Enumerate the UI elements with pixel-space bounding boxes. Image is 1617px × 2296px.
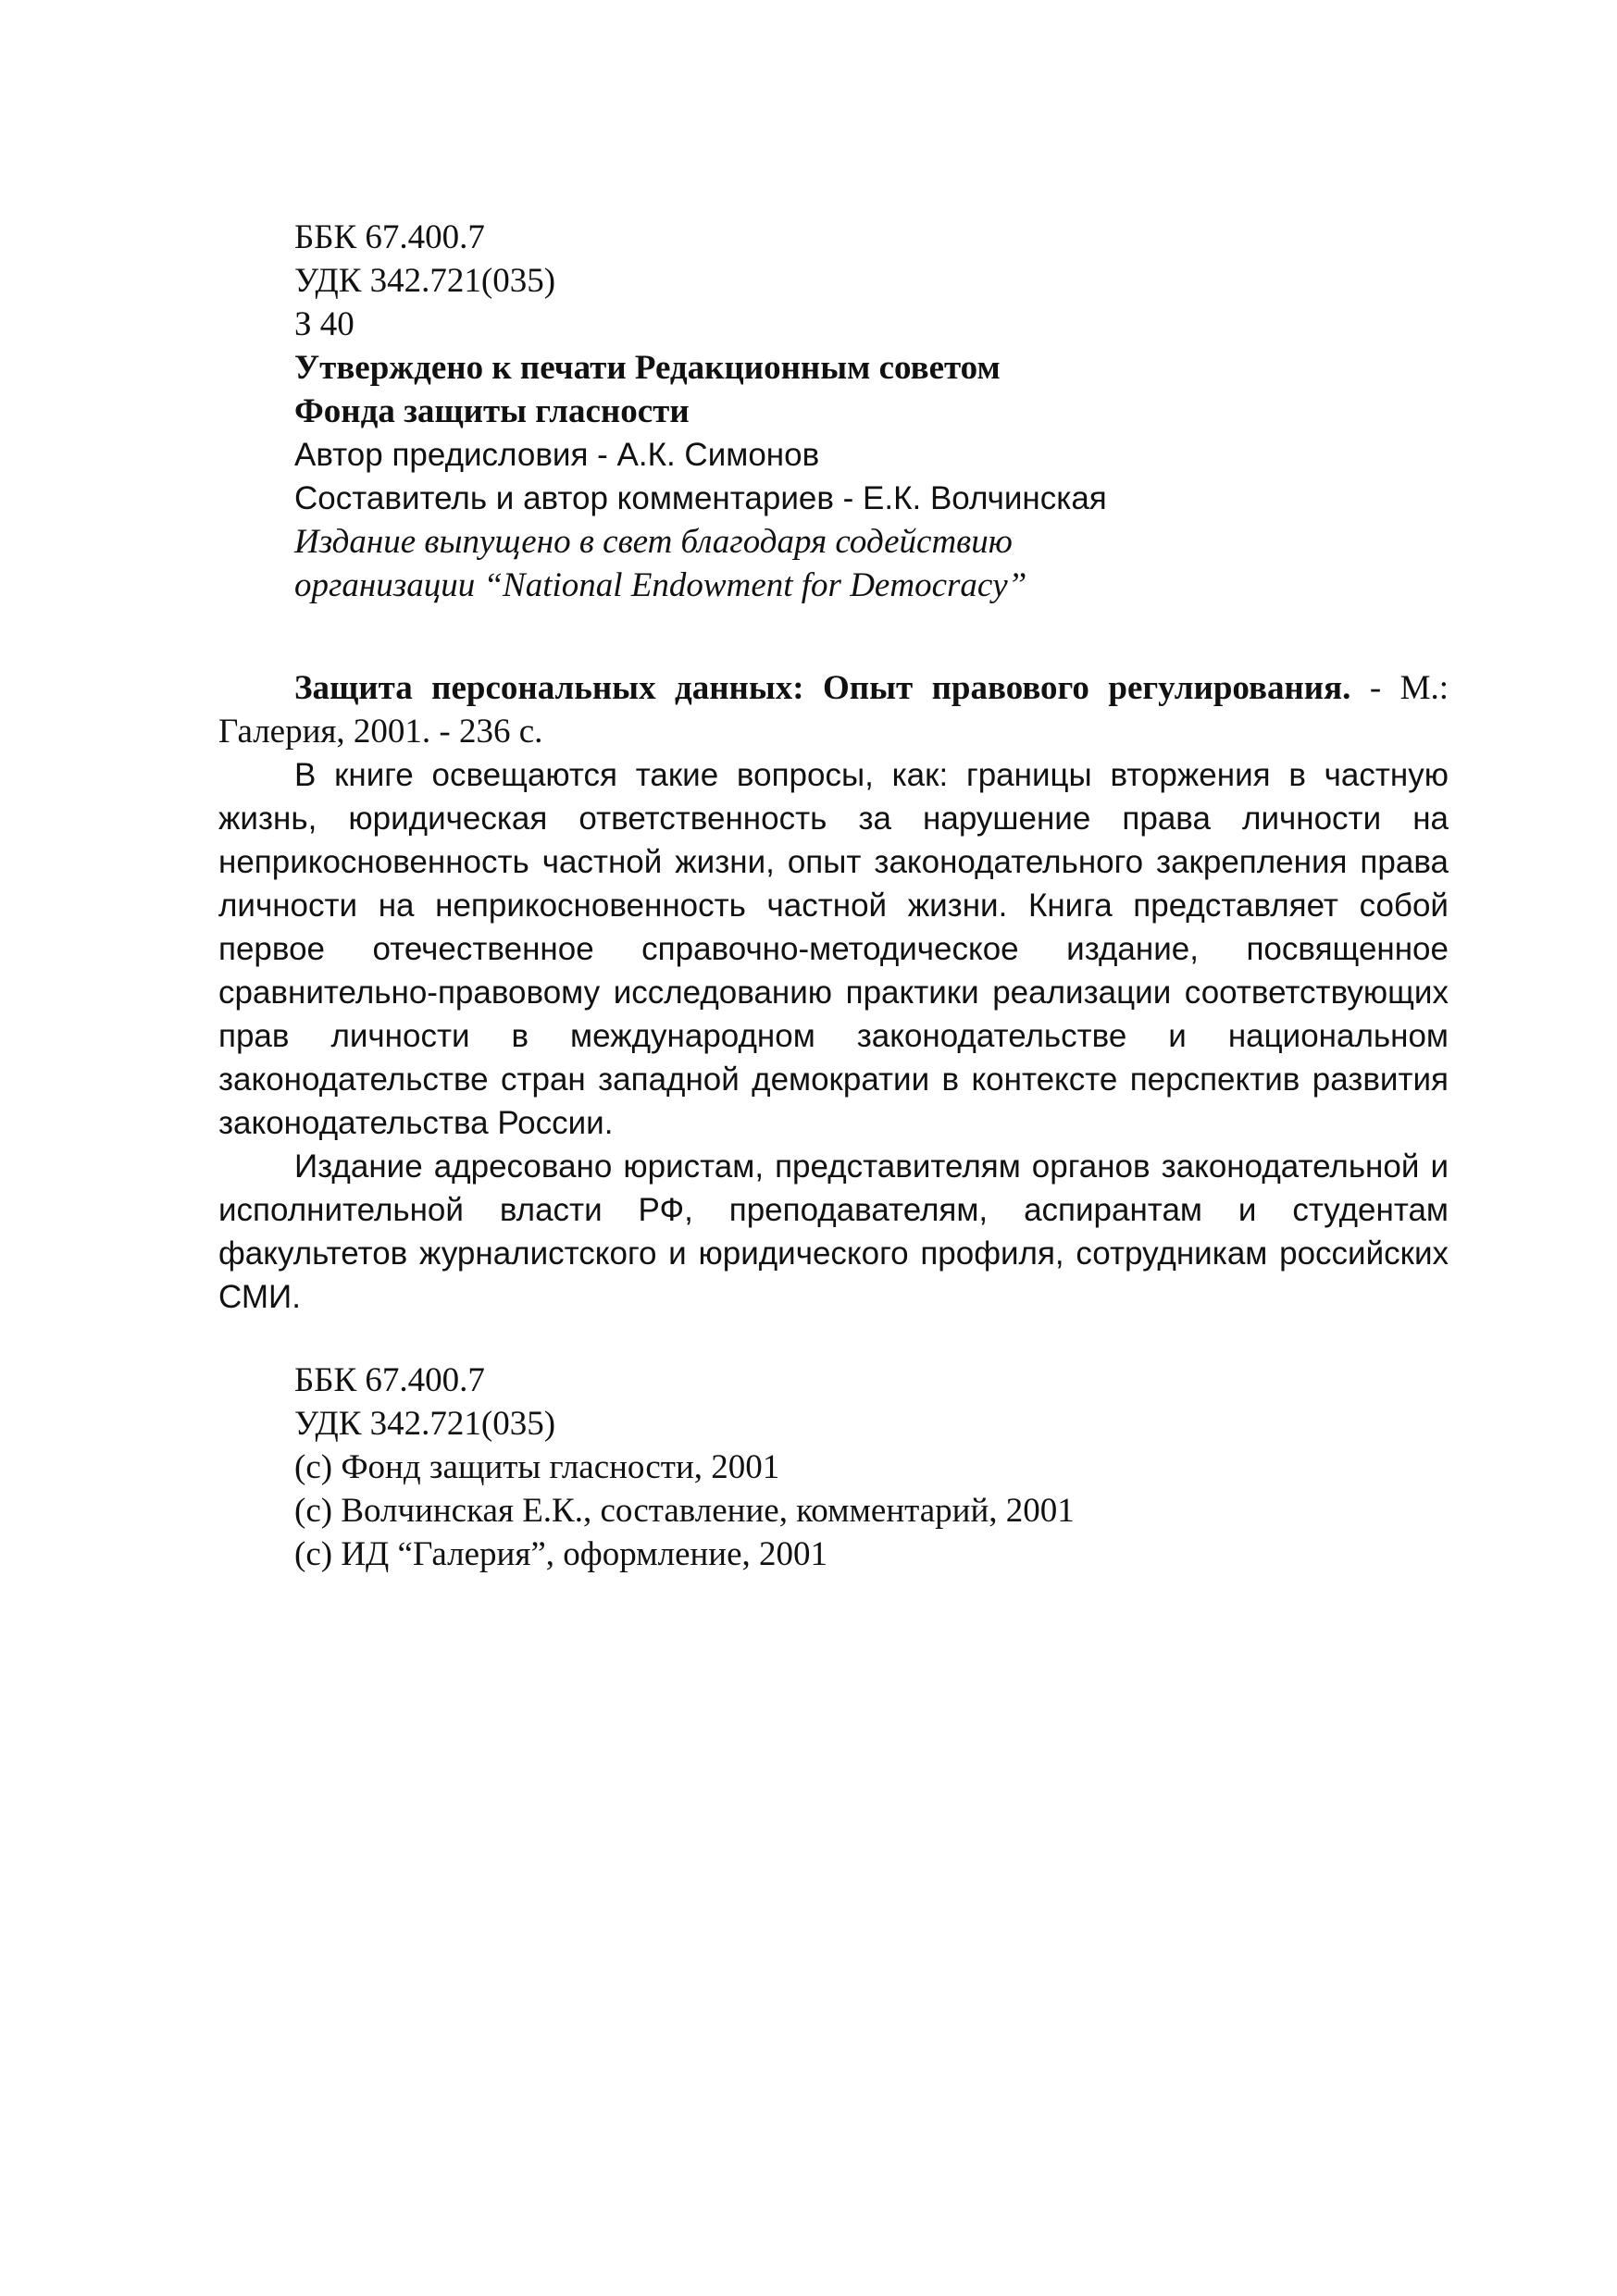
annotation-section — [218, 666, 1449, 1319]
publication-details: - М.: Галерия, 2001. - 236 с. — [218, 669, 1449, 751]
sponsor-line-2: организации “National Endowment for Democracy” — [294, 566, 1027, 604]
approval-line-2: Фонда защиты гласности — [294, 392, 690, 430]
copyright-fund: (с) Фонд защиты гласности, 2001 — [294, 1448, 780, 1486]
footer-udk-code: УДК 342.721(035) — [294, 1405, 556, 1443]
imprint-footer — [294, 1359, 1451, 1576]
udk-code: УДК 342.721(035) — [294, 262, 556, 300]
footer-bbk-code: ББК 67.400.7 — [294, 1361, 485, 1399]
compiler-credit: Составитель и автор комментариев - Е.К. Волчинская — [294, 480, 1107, 516]
book-title: Защита персональных данных: Опыт правового регулирования. — [294, 669, 1351, 707]
sponsor-line-1: Издание выпущено в свет благодаря содействию — [294, 523, 1013, 561]
author-mark: З 40 — [294, 305, 354, 343]
citation-paragraph — [218, 666, 1449, 753]
copyright-publisher: (с) ИД “Галерия”, оформление, 2001 — [294, 1535, 828, 1573]
bbk-code: ББК 67.400.7 — [294, 218, 485, 256]
imprint-header — [294, 216, 1451, 607]
approval-line-1: Утверждено к печати Редакционным советом — [294, 349, 1001, 387]
copyright-compiler: (с) Волчинская Е.К., составление, комментарий, 2001 — [294, 1492, 1075, 1530]
annotation-paragraph-1: В книге освещаются такие вопросы, как: границы вторжения в частную жизнь, юридическая ответственность за нарушение права личности на неприкосновенность частной жизни, опыт законодательного закрепления права личности на неприкосновенность частной жизни. Книга представляет собой первое отечественное справочно-методическое издание, посвященное сравнительно-правовому исследованию практики реализации соответствующих прав личности в международном законодательстве и национальном законодательстве стран западной демократии в контексте перспектив развития законодательства России. — [218, 757, 1449, 1141]
annotation-paragraph-2: Издание адресовано юристам, представителям органов законодательной и исполнительной власти РФ, преподавателям, аспирантам и студентам факультетов журналистского и юридического профиля, сотрудникам российских СМИ. — [218, 1148, 1449, 1315]
preface-author: Автор предисловия - А.К. Симонов — [294, 437, 820, 473]
